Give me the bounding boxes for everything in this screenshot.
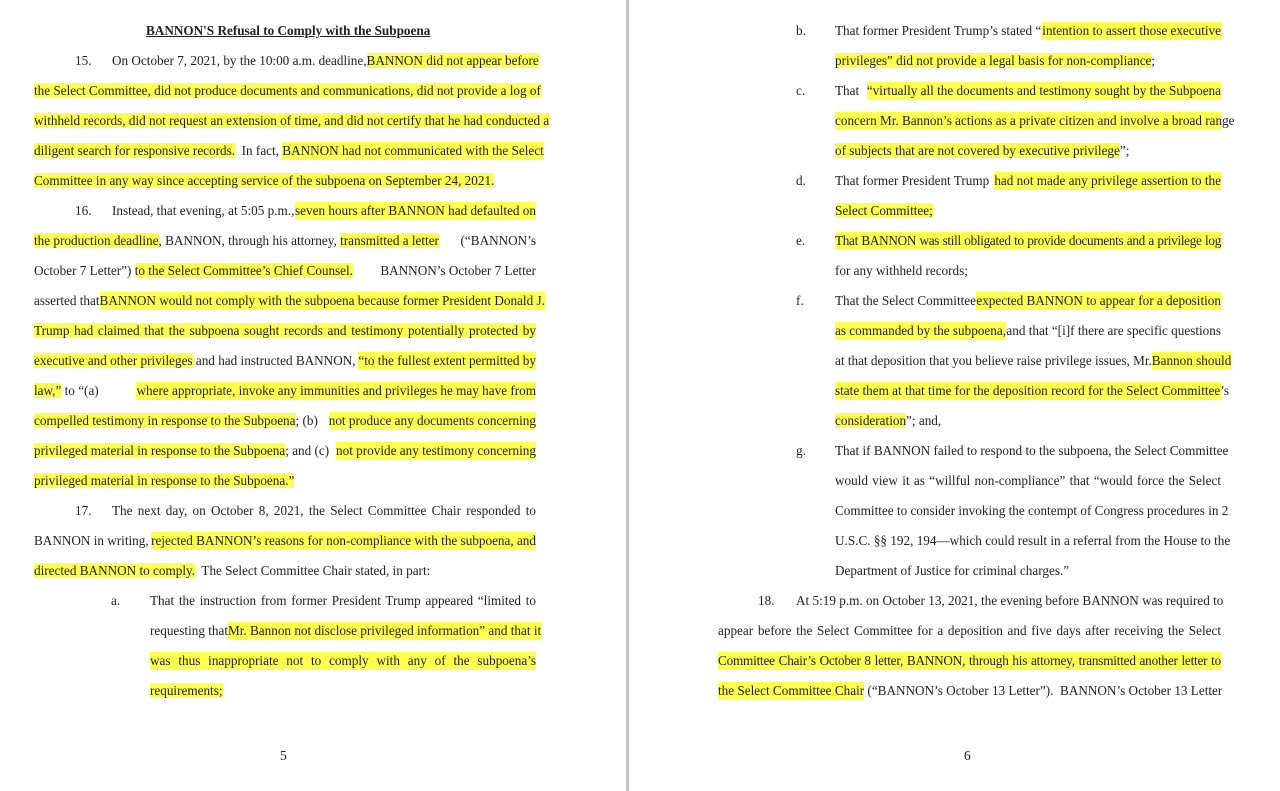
item-f-line2: as commanded by the subpoena, and that “[i]f there are specific questions [835,323,1221,338]
highlight: withheld records, did not request an extension of time, and did not certify that he had conducted a [34,113,550,128]
item-label-g: g. [796,443,806,458]
highlight: had not made any privilege assertion to the [994,173,1221,188]
para16-line7: law,” to “(a) where appropriate, invoke any immunities and privileges he may have from [34,383,536,398]
highlight: intention to assert those executive [1042,23,1221,38]
highlight: requirements; [150,683,223,698]
item-d-line2 [835,202,933,220]
highlight: Trump had claimed that the subpoena sought records and testimony potentially protected by [34,323,536,338]
highlight: to the Select Committee’s Chief Counsel. [134,263,353,278]
item-c-line1: That “virtually all the documents and testimony sought by the Subpoena [835,83,1221,98]
highlight: the Select Committee Chair [718,683,865,698]
para16-line10 [34,472,294,490]
item-f-line3: at that deposition that you believe raise privilege issues, Mr. Bannon should [835,353,1232,368]
page-6 [630,0,1280,791]
item-f-line4 [835,382,1230,400]
item-e-line1 [835,232,1221,250]
para16-line3: October 7 Letter”) to the Select Committee’s Chief Counsel. BANNON’s October 7 Letter [34,263,536,278]
highlight: transmitted a letter [340,233,439,248]
item-c-line2 [835,112,1235,130]
highlight: concern Mr. Bannon’s actions as a private citizen and involve a broad range [835,113,1235,128]
highlight: rejected BANNON’s reasons for non-compliance with the subpoena, and [151,533,536,548]
highlight: state them at that time for the deposition record for the Select Committee’s [835,383,1230,398]
para15-line3 [34,112,550,130]
highlight: of subjects that are not covered by executive privilege [835,143,1120,158]
item-a-line1: That the instruction from former President Trump appeared “limited to [150,593,536,608]
highlight: not produce any documents concerning [328,413,536,428]
highlight: privileged material in response to the Subpoena [34,443,286,458]
item-label-e: e. [796,233,806,248]
item-b-line1: That former President Trump’s stated “ intention to assert those executive [835,23,1221,38]
page-number: 6 [964,748,971,763]
highlight: compelled testimony in response to the Subpoena [34,413,296,428]
para15-line5 [34,172,494,190]
para18-line4: the Select Committee Chair (“BANNON’s October 13 Letter”). BANNON’s October 13 Letter [718,683,1223,698]
para16-line1: Instead, that evening, at 5:05 p.m., seven hours after BANNON had defaulted on [112,203,536,218]
highlight: privileged material in response to the Subpoena.” [34,473,295,488]
item-g-line2: would view it as “willful non-compliance” that “would force the Select [835,473,1221,488]
highlight: “to the fullest extent permitted by [358,353,536,368]
highlight: BANNON would not comply with the subpoena because former President Donald J. [99,293,545,308]
page-number: 5 [280,748,287,763]
section-heading: BANNON'S Refusal to Comply with the Subpoena [146,23,431,38]
item-label-c: c. [796,83,806,98]
page-divider [626,0,629,791]
para17-line3: directed BANNON to comply. The Select Committee Chair stated, in part: [34,563,431,578]
para16-line5 [34,322,536,340]
item-d-line1: That former President Trump had not made any privilege assertion to the [835,173,1221,188]
item-g-line1: That if BANNON failed to respond to the subpoena, the Select Committee [835,443,1229,458]
highlight: Bannon should [1151,353,1232,368]
para15-line4: diligent search for responsive records. In fact, BANNON had not communicated with the Select [34,143,544,158]
para-number-16: 16. [75,203,92,218]
highlight: privileges” did not provide a legal basis for non-compliance [835,53,1152,68]
para15-line2 [34,82,541,100]
item-a-line4 [150,682,223,700]
item-label-b: b. [796,23,806,38]
para17-line2: BANNON in writing, rejected BANNON’s reasons for non-compliance with the subpoena, and [34,533,536,548]
para16-line2: the production deadline, BANNON, through his attorney, transmitted a letter (“BANNON’s [34,233,536,248]
page-5 [0,0,626,791]
highlight: the Select Committee, did not produce documents and communications, did not provide a log of [34,83,541,98]
highlight: diligent search for responsive records. [34,143,236,158]
item-g-line5: Department of Justice for criminal charges.” [835,563,1070,578]
para16-line9: privileged material in response to the Subpoena; and (c) not provide any testimony concerning [34,443,536,458]
item-a-line3 [150,652,536,670]
highlight: Committee in any way since accepting service of the subpoena on September 24, 2021. [34,173,495,188]
item-f-line1: That the Select Committee expected BANNON to appear for a deposition [835,293,1221,308]
item-f-line5: consideration”; and, [835,413,942,428]
highlight: Committee Chair’s October 8 letter, BANNON, through his attorney, transmitted another letter to [718,653,1221,668]
highlight: Select Committee; [835,203,933,218]
highlight: was thus inappropriate not to comply with any of the subpoena’s [150,653,536,668]
highlight: expected BANNON to appear for a deposition [976,293,1221,308]
highlight: the production deadline [34,233,159,248]
para18-line2: appear before the Select Committee for a deposition and five days after receiving the Select [718,623,1221,638]
highlight: where appropriate, invoke any immunities and privileges he may have from [136,383,536,398]
item-c-line3: of subjects that are not covered by executive privilege”; [835,143,1130,158]
item-label-a: a. [111,593,121,608]
highlight: BANNON did not appear before [366,53,539,68]
highlight: directed BANNON to comply. [34,563,196,578]
para18-line3 [718,652,1221,670]
highlight: Mr. Bannon not disclose privileged information” and that it [228,623,542,638]
highlight: consideration [835,413,907,428]
para16-line8: compelled testimony in response to the Subpoena; (b) not produce any documents concerning [34,413,536,428]
item-a-line2: requesting that Mr. Bannon not disclose privileged information” and that it [150,623,542,638]
highlight: That BANNON was still obligated to provide documents and a privilege log [835,233,1221,248]
para-number-17: 17. [75,503,92,518]
para16-line6: executive and other privileges and had instructed BANNON, “to the fullest extent permitted by [34,353,536,368]
highlight: as commanded by the subpoena, [835,323,1007,338]
item-b-line2: privileges” did not provide a legal basis for non-compliance; [835,53,1156,68]
item-label-f: f. [796,293,804,308]
para18-line1: At 5:19 p.m. on October 13, 2021, the evening before BANNON was required to [796,593,1224,608]
para16-line4: asserted that BANNON would not comply with the subpoena because former President Donald J. [34,293,545,308]
highlight: “virtually all the documents and testimony sought by the Subpoena [866,83,1221,98]
item-label-d: d. [796,173,806,188]
highlight: not provide any testimony concerning [336,443,536,458]
highlight: executive and other privileges [34,353,193,368]
item-g-line3: Committee to consider invoking the contempt of Congress procedures in 2 [835,503,1229,518]
item-e-line2: for any withheld records; [835,263,968,278]
highlight: law,” [34,383,62,398]
highlight: BANNON had not communicated with the Select [282,143,544,158]
para15-line1: On October 7, 2021, by the 10:00 a.m. deadline, BANNON did not appear before [112,53,539,68]
para-number-15: 15. [75,53,92,68]
highlight: seven hours after BANNON had defaulted on [295,203,536,218]
item-g-line4: U.S.C. §§ 192, 194—which could result in a referral from the House to the [835,533,1231,548]
para17-line1: The next day, on October 8, 2021, the Select Committee Chair responded to [112,503,536,518]
para-number-18: 18. [758,593,775,608]
